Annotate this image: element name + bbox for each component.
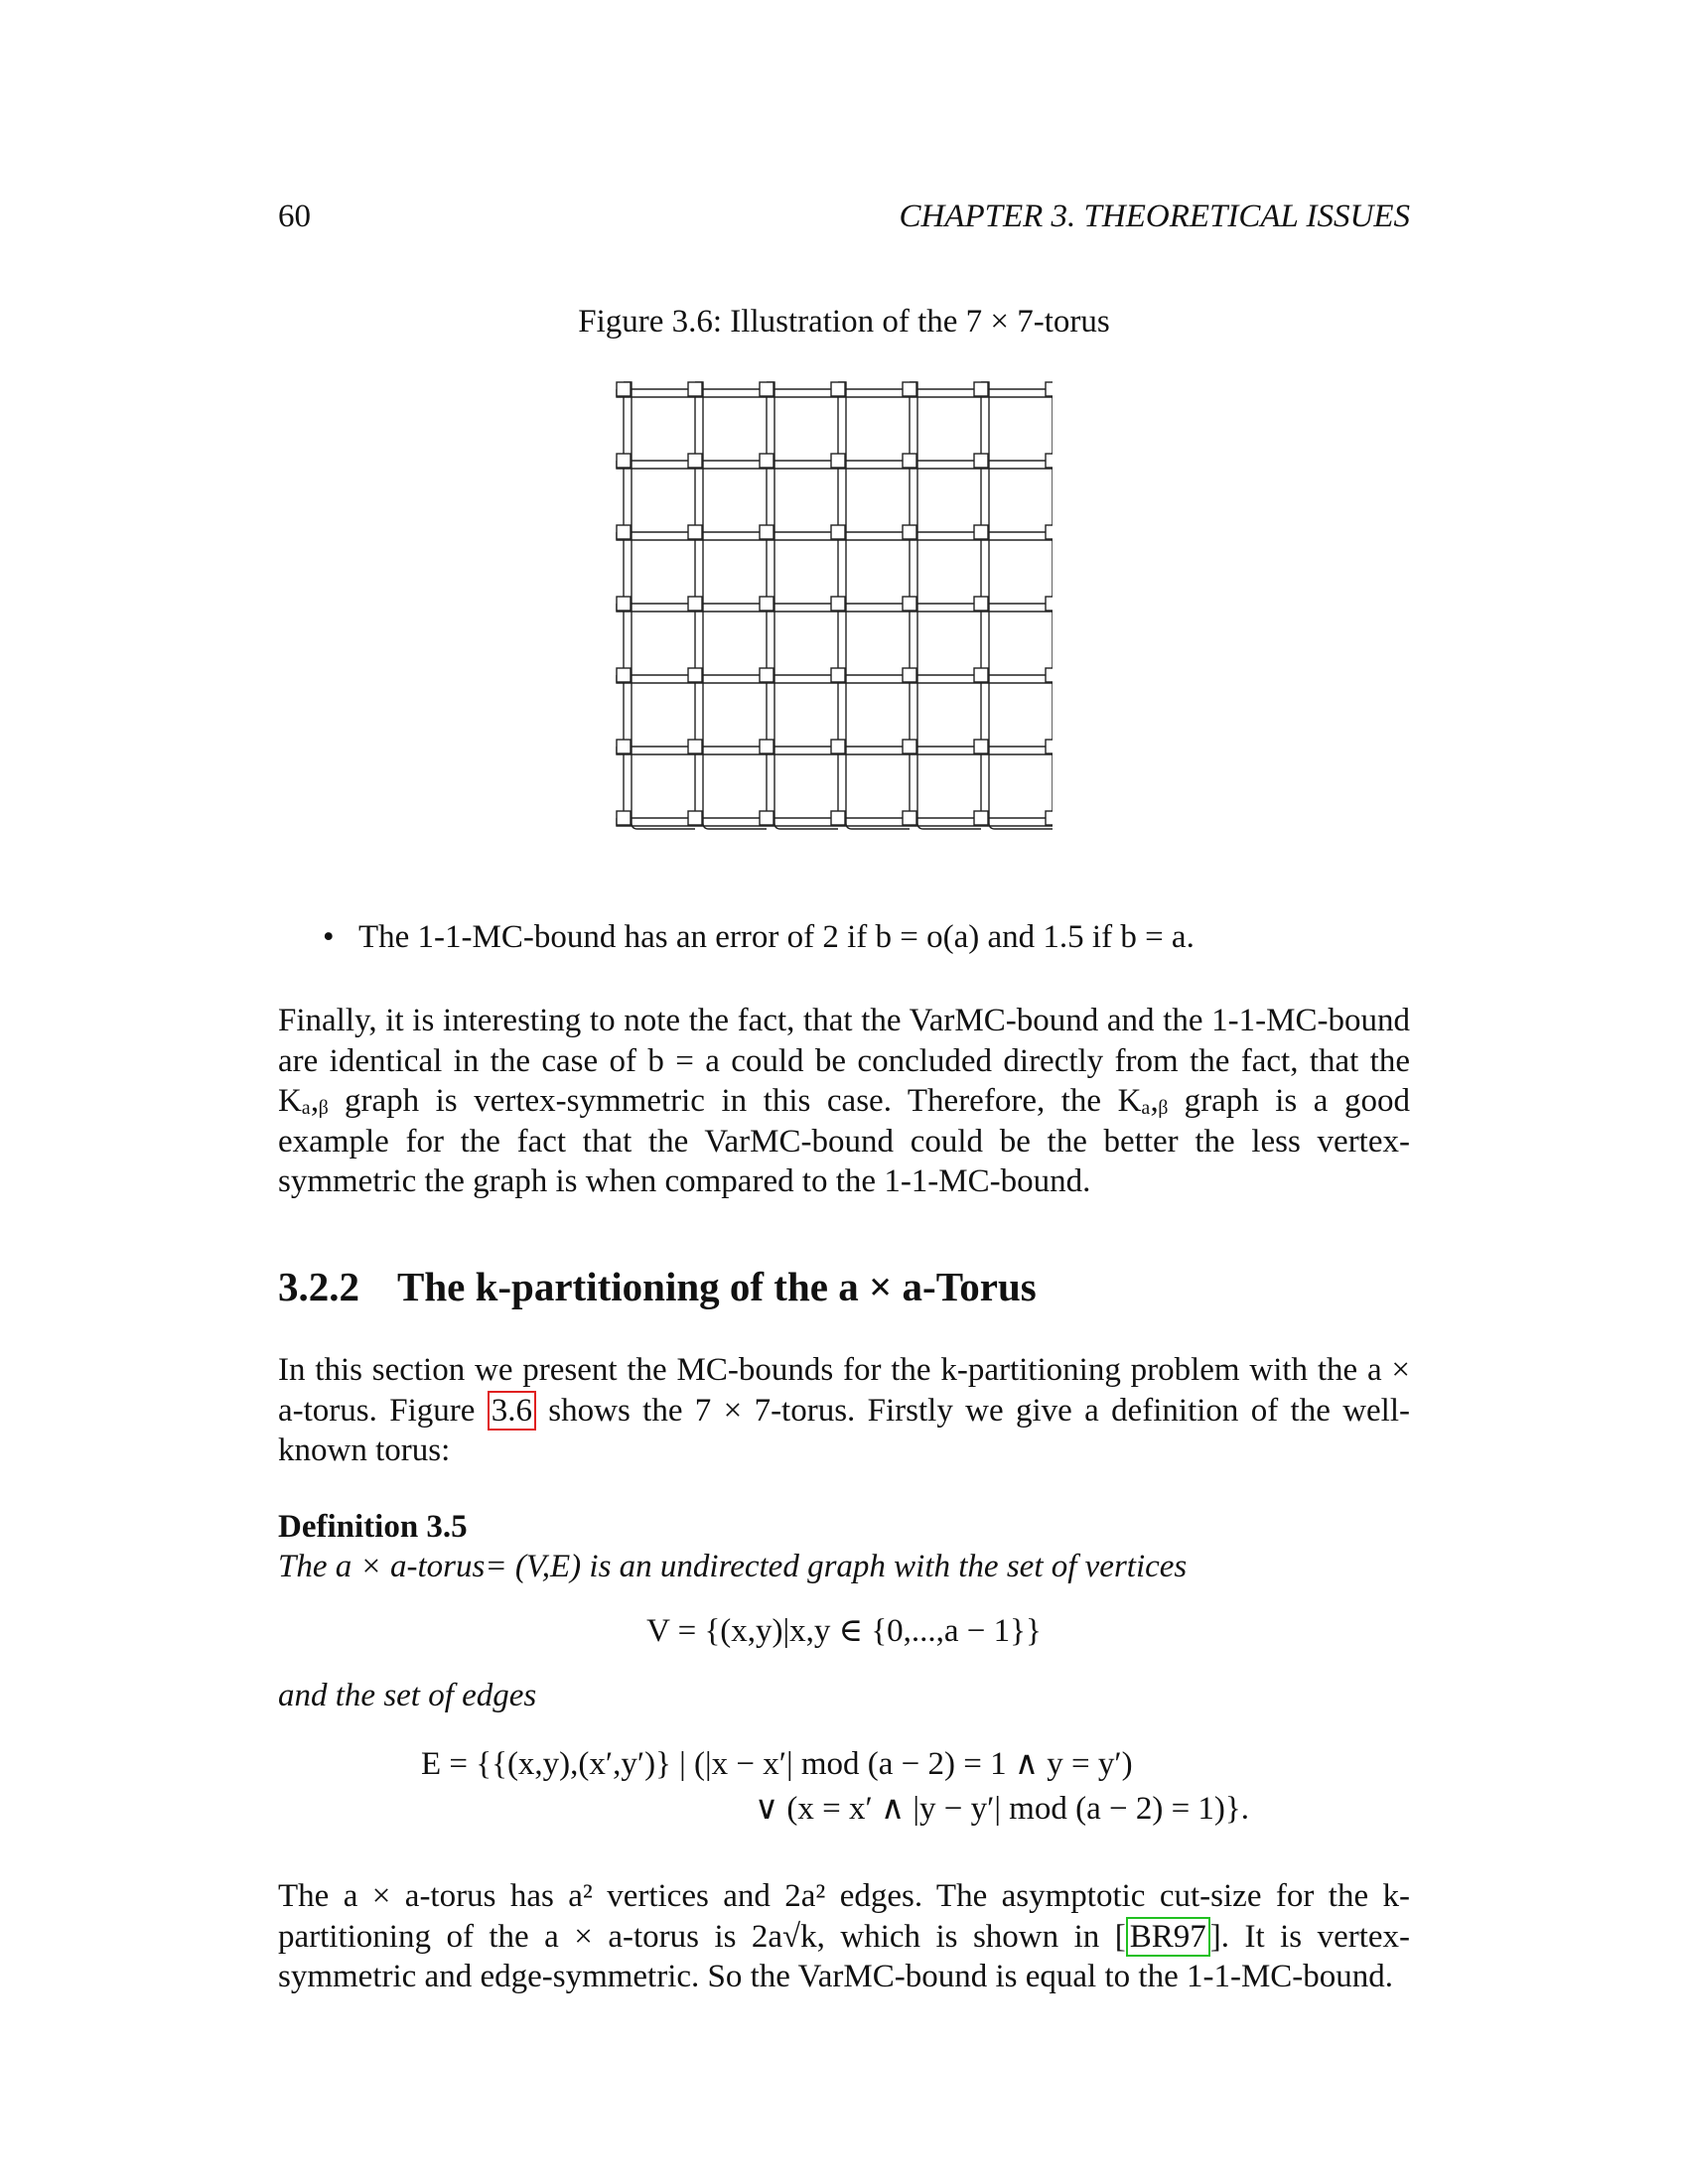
torus-vertex [617, 597, 631, 611]
torus-vertex [831, 811, 845, 825]
torus-vertex [617, 740, 631, 753]
torus-vertex [974, 597, 988, 611]
citation-link[interactable]: BR97 [1126, 1917, 1210, 1957]
torus-vertex [903, 740, 916, 753]
torus-vertex [831, 525, 845, 539]
torus-vertex [831, 382, 845, 396]
torus-vertex [903, 454, 916, 468]
torus-wrap-edge [617, 461, 1053, 532]
torus-wrap-edge [617, 532, 1053, 604]
torus-vertex [974, 454, 988, 468]
section-number: 3.2.2 [278, 1264, 359, 1309]
torus-vertex [1046, 811, 1053, 825]
torus-vertex [903, 382, 916, 396]
torus-vertex [760, 382, 774, 396]
paragraph-text: The a × a-torus has a² vertices and 2a² edges. The asymptotic cut-size for the k-partitioning of the a × a-torus is 2a√k, which is shown in [278, 1878, 1410, 1955]
torus-vertex [831, 740, 845, 753]
torus-vertex [903, 668, 916, 682]
edge-set-equation-line: ∨ (x = x′ ∧ |y − y′| mod (a − 2) = 1)}. [755, 1791, 1250, 1827]
torus-vertex [974, 382, 988, 396]
edge-set-equation-line: E = {{(x,y),(x′,y′)} | (|x − x′| mod (a − 2) = 1 ∧ y = y′) [421, 1746, 1133, 1782]
torus-vertex [760, 668, 774, 682]
torus-wrap-edge [617, 604, 1053, 675]
torus-vertex [760, 597, 774, 611]
torus-vertex [760, 454, 774, 468]
figure-reference-link[interactable]: 3.6 [488, 1391, 536, 1431]
bullet-icon: • [323, 919, 335, 955]
running-chapter-title: CHAPTER 3. THEORETICAL ISSUES [899, 199, 1410, 234]
torus-vertex [688, 597, 702, 611]
section-heading [278, 1263, 1037, 1310]
torus-vertex [617, 668, 631, 682]
torus-wrap-edge [624, 382, 695, 829]
torus-vertex [617, 525, 631, 539]
torus-wrap-edge [838, 382, 910, 829]
torus-vertex [974, 525, 988, 539]
torus-wrap-edge [617, 675, 1053, 747]
torus-wrap-edge [617, 747, 1053, 818]
torus-vertex [903, 811, 916, 825]
torus-vertex [974, 811, 988, 825]
bullet-item [323, 919, 1195, 956]
torus-vertex [1046, 668, 1053, 682]
torus-vertex [688, 668, 702, 682]
torus-vertex [1046, 382, 1053, 396]
torus-vertex [688, 382, 702, 396]
torus-vertex [760, 525, 774, 539]
torus-vertex [831, 454, 845, 468]
section-title: The k-partitioning of the a × a-Torus [397, 1264, 1037, 1309]
torus-wrap-edge [910, 382, 981, 829]
paragraph-text: . It is vertex-symmetric and edge-symmetric. So the VarMC-bound is equal to the 1-1-MC-bound. [278, 1918, 1411, 1994]
torus-vertex [974, 740, 988, 753]
torus-vertex [760, 740, 774, 753]
definition-text: The a × a-torus= (V,E) is an undirected graph with the set of vertices [278, 1549, 1188, 1584]
definition-text: and the set of edges [278, 1678, 537, 1713]
torus-wrap-edge [617, 389, 1053, 461]
figure-caption: Figure 3.6: Illustration of the 7 × 7-torus [578, 304, 1110, 340]
bullet-text: The 1-1-MC-bound has an error of 2 if b = o(a) and 1.5 if b = a. [358, 919, 1195, 955]
torus-vertex [617, 382, 631, 396]
paragraph-text: In this section we present the MC-bounds for the k-partitioning problem with the a × a-torus. Figure [278, 1352, 1410, 1429]
torus-vertex [617, 811, 631, 825]
paragraph: The a × a-torus has a² vertices and 2a² edges. The asymptotic cut-size for the k-partitioning of the a × a-torus is 2a√k, which is shown in [ BR97 ]. It is vertex-symmetric and edge-symmetric. So the VarMC-bound is equal to the 1-1-MC-bound. [278, 1878, 1411, 1994]
paragraph: Finally, it is interesting to note the fact, that the VarMC-bound and the 1-1-MC-bound are identical in the case of b = a could be concluded directly from the fact, that the Kₐ,ᵦ graph is vertex-symmetric in this case. Therefore, the Kₐ,ᵦ graph is a good example for the fact that the VarMC-bound could be the better the less vertex-symmetric the graph is when compared to the 1-1-MC-bound. [278, 1003, 1410, 1199]
vertex-set-equation: V = {(x,y)|x,y ∈ {0,...,a − 1}} [646, 1613, 1042, 1649]
page-number: 60 [278, 199, 311, 234]
torus-vertex [688, 525, 702, 539]
torus-vertex [760, 811, 774, 825]
torus-vertex [1046, 597, 1053, 611]
torus-vertex [903, 597, 916, 611]
torus-vertex [1046, 525, 1053, 539]
paragraph-text: shows the 7 × 7-torus. Firstly we give a definition of the well-known torus: [278, 1392, 1411, 1468]
torus-vertex [831, 668, 845, 682]
paragraph [278, 1350, 1410, 1471]
torus-vertex [1046, 454, 1053, 468]
torus-wrap-edge [767, 382, 838, 829]
torus-vertex [1046, 740, 1053, 753]
torus-vertex [688, 454, 702, 468]
torus-vertex [617, 454, 631, 468]
torus-vertex [974, 668, 988, 682]
torus-vertex [831, 597, 845, 611]
definition-title: Definition 3.5 [278, 1509, 468, 1545]
torus-wrap-edge [981, 382, 1053, 829]
torus-vertex [903, 525, 916, 539]
torus-vertex [688, 811, 702, 825]
torus-vertex [688, 740, 702, 753]
torus-wrap-edge [695, 382, 767, 829]
torus-figure [596, 377, 1053, 834]
